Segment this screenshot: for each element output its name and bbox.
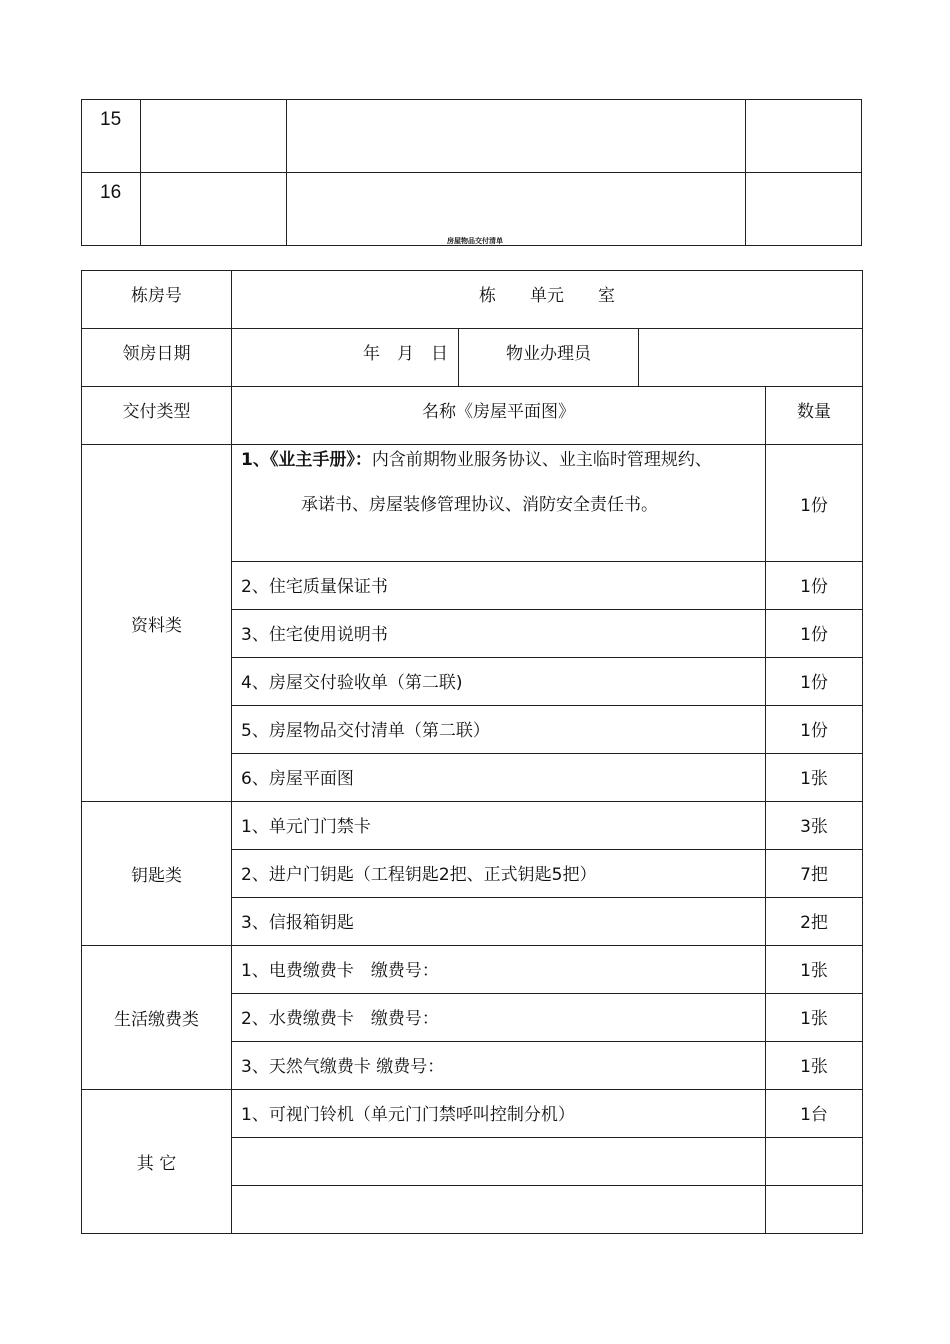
item-quantity: 3张 — [766, 802, 863, 850]
name-header: 名称《房屋平面图》 — [232, 387, 766, 445]
document-title: 房屋物品交付清单 — [447, 237, 503, 245]
empty-cell — [141, 100, 287, 173]
previous-page-table — [81, 99, 862, 246]
delivery-checklist-table — [81, 270, 863, 1234]
empty-cell — [232, 1186, 766, 1234]
item-name: 5、房屋物品交付清单（第二联） — [232, 706, 766, 754]
row-number: 16 — [82, 173, 141, 246]
empty-cell — [232, 1138, 766, 1186]
item-name: 1、单元门门禁卡 — [232, 802, 766, 850]
owner-manual-title: 1、《业主手册》： — [241, 450, 372, 470]
table-row — [82, 1090, 863, 1138]
empty-cell — [287, 100, 746, 173]
item-owner-manual — [232, 445, 766, 562]
empty-cell — [287, 173, 746, 246]
table-row — [82, 271, 863, 329]
item-quantity: 1份 — [766, 658, 863, 706]
table-row — [82, 802, 863, 850]
item-name: 1、电费缴费卡 缴费号： — [232, 946, 766, 994]
item-name: 2、水费缴费卡 缴费号： — [232, 994, 766, 1042]
item-name: 2、进户门钥匙（工程钥匙2把、正式钥匙5把） — [232, 850, 766, 898]
empty-cell — [766, 1186, 863, 1234]
item-quantity: 1份 — [766, 610, 863, 658]
item-quantity: 1张 — [766, 1042, 863, 1090]
item-name: 3、信报箱钥匙 — [232, 898, 766, 946]
table-row — [82, 445, 863, 562]
category-utilities: 生活缴费类 — [82, 946, 232, 1090]
building-label: 栋房号 — [82, 271, 232, 329]
owner-manual-desc-line2: 承诺书、房屋装修管理协议、消防安全责任书。 — [301, 495, 658, 515]
category-other: 其 它 — [82, 1090, 232, 1234]
item-name: 3、住宅使用说明书 — [232, 610, 766, 658]
date-value: 年 月 日 — [232, 329, 459, 387]
item-quantity: 2把 — [766, 898, 863, 946]
table-row — [82, 173, 862, 246]
item-quantity: 7把 — [766, 850, 863, 898]
item-quantity: 1份 — [766, 445, 863, 562]
row-number: 15 — [82, 100, 141, 173]
item-quantity: 1台 — [766, 1090, 863, 1138]
item-name: 3、天然气缴费卡 缴费号： — [232, 1042, 766, 1090]
item-quantity: 1张 — [766, 754, 863, 802]
officer-label: 物业办理员 — [459, 329, 639, 387]
type-header: 交付类型 — [82, 387, 232, 445]
item-name: 2、住宅质量保证书 — [232, 562, 766, 610]
category-keys: 钥匙类 — [82, 802, 232, 946]
item-name: 1、可视门铃机（单元门门禁呼叫控制分机） — [232, 1090, 766, 1138]
table-row — [82, 387, 863, 445]
category-docs: 资料类 — [82, 445, 232, 802]
item-quantity: 1份 — [766, 706, 863, 754]
empty-cell — [746, 173, 862, 246]
item-quantity: 1份 — [766, 562, 863, 610]
item-name: 4、房屋交付验收单（第二联) — [232, 658, 766, 706]
empty-cell — [766, 1138, 863, 1186]
table-row — [82, 946, 863, 994]
table-row — [82, 329, 863, 387]
building-value: 栋 单元 室 — [232, 271, 863, 329]
empty-cell — [141, 173, 287, 246]
table-row — [82, 100, 862, 173]
item-quantity: 1张 — [766, 994, 863, 1042]
quantity-header: 数量 — [766, 387, 863, 445]
owner-manual-desc: 内含前期物业服务协议、业主临时管理规约、 — [371, 450, 712, 470]
item-name: 6、房屋平面图 — [232, 754, 766, 802]
date-label: 领房日期 — [82, 329, 232, 387]
item-quantity: 1张 — [766, 946, 863, 994]
officer-value — [639, 329, 863, 387]
empty-cell — [746, 100, 862, 173]
